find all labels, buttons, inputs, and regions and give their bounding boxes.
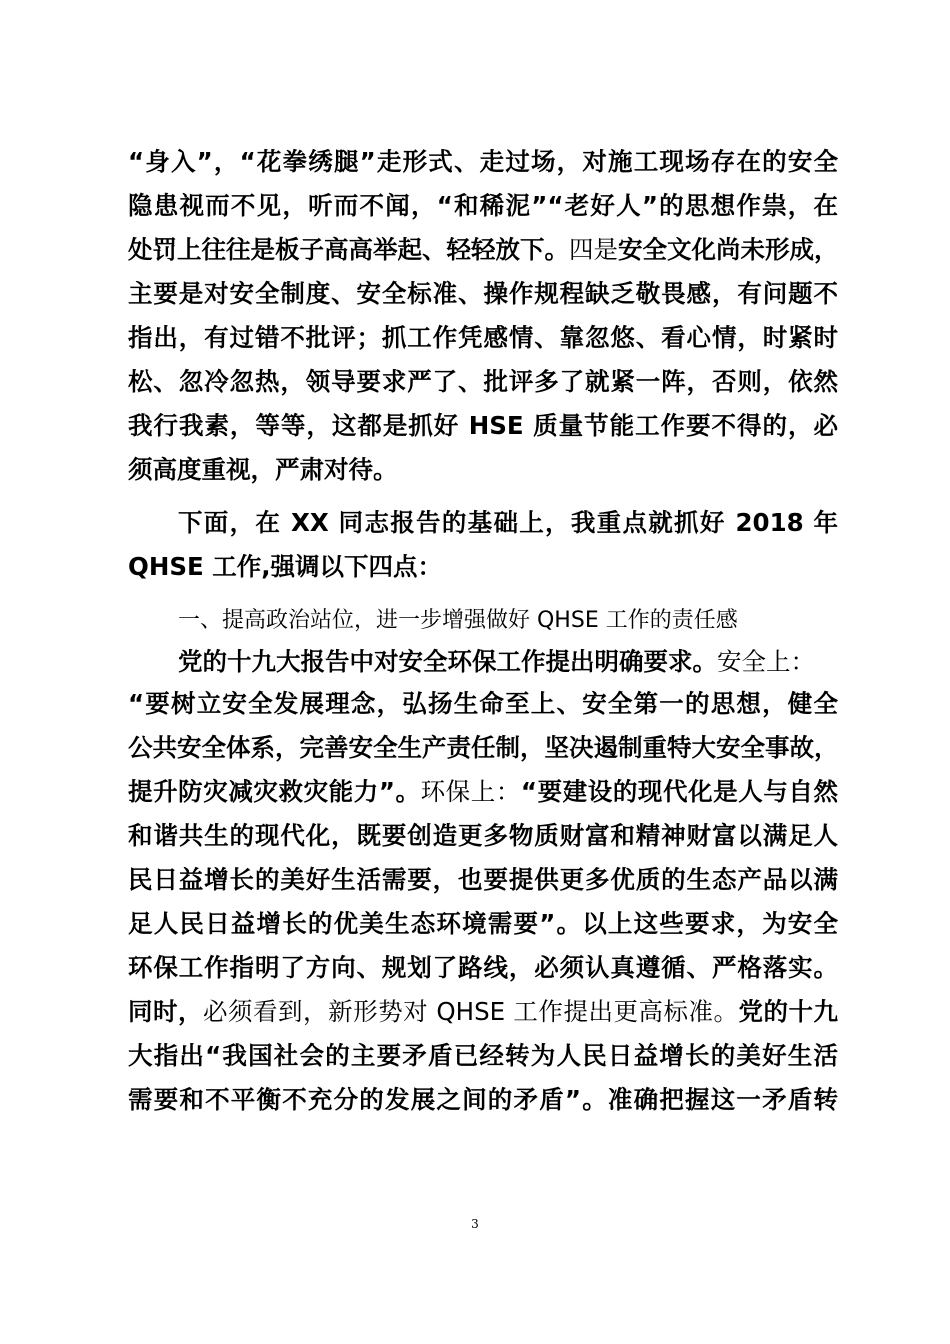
bold-text: 提升防灾减灾救灾能力”。	[128, 777, 421, 806]
section-heading: 一、提高政治站位，进一步增强做好 QHSE 工作的责任感	[178, 608, 738, 633]
paragraph-line: 我行我素，等等，这都是抓好 HSE 质量节能工作要不得的，必	[128, 411, 838, 440]
paragraph-line: 环保工作指明了方向、规划了路线，必须认真遵循、严格落实。	[128, 953, 838, 982]
bold-text: 同时，	[128, 997, 204, 1026]
paragraph-line: QHSE 工作,强调以下四点：	[128, 552, 443, 581]
paragraph-line: 大指出“我国社会的主要矛盾已经转为人民日益增长的美好生活	[128, 1041, 838, 1070]
paragraph-line: 公共安全体系，完善安全生产责任制，坚决遏制重特大安全事故，	[128, 733, 838, 762]
paragraph-line: 指出，有过错不批评；抓工作凭感情、靠忽悠、看心情，时紧时	[128, 323, 838, 352]
paragraph-line: “身入”，“花拳绣腿”走形式、走过场，对施工现场存在的安全	[128, 147, 838, 176]
paragraph-line	[128, 229, 838, 271]
paragraph-line	[128, 771, 838, 813]
bold-text: 安全文化尚未形成，	[618, 235, 838, 264]
bold-text: 党的十九	[738, 997, 838, 1026]
paragraph-line	[128, 991, 838, 1033]
paragraph-line: 民日益增长的美好生活需要，也要提供更多优质的生态产品以满	[128, 865, 838, 894]
paragraph-line: 须高度重视，严肃对待。	[128, 455, 398, 484]
paragraph-line: 下面，在 XX 同志报告的基础上，我重点就抓好 2018 年	[178, 508, 838, 537]
plain-text: 安全上：	[717, 647, 815, 676]
bold-text: “要建设的现代化是人与自然	[520, 777, 838, 806]
bold-text: 处罚上往往是板子高高举起、轻轻放下。	[128, 235, 569, 264]
paragraph-line: 松、忽冷忽热，领导要求严了、批评多了就紧一阵，否则，依然	[128, 367, 838, 396]
paragraph-line: “要树立安全发展理念，弘扬生命至上、安全第一的思想，健全	[128, 689, 838, 718]
paragraph-line: 隐患视而不见，听而不闻，“和稀泥”“老好人”的思想作祟，在	[128, 191, 838, 220]
paragraph-line	[178, 641, 838, 683]
page-number: 3	[471, 1217, 479, 1231]
paragraph-line: 主要是对安全制度、安全标准、操作规程缺乏敬畏感，有问题不	[128, 279, 838, 308]
paragraph-line: 足人民日益增长的优美生态环境需要”。以上这些要求，为安全	[128, 909, 838, 938]
plain-text: 四是	[569, 235, 618, 264]
bold-text: 党的十九大报告中对安全环保工作提出明确要求。	[178, 647, 717, 676]
plain-text: 必须看到，新形势对 QHSE 工作提出更高标准。	[203, 997, 739, 1026]
plain-text: 环保上：	[420, 777, 521, 806]
paragraph-line: 需要和不平衡不充分的发展之间的矛盾”。准确把握这一矛盾转	[128, 1085, 838, 1114]
paragraph-line: 和谐共生的现代化，既要创造更多物质财富和精神财富以满足人	[128, 821, 838, 850]
